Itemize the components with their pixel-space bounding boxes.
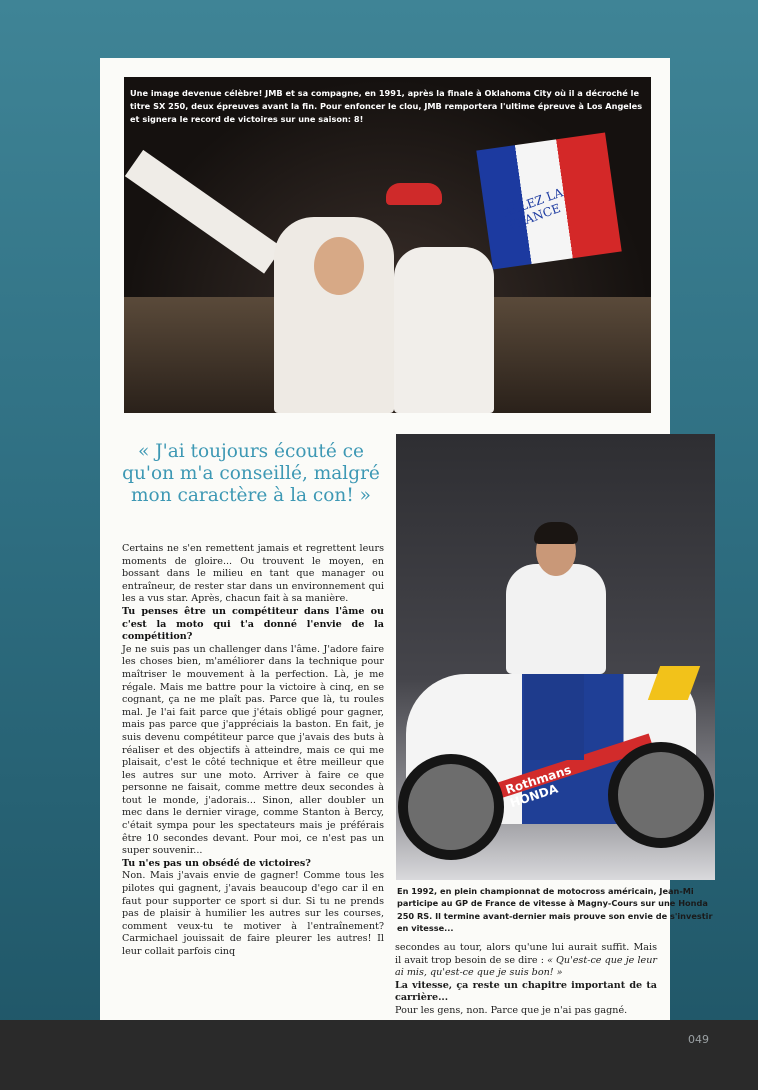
- rider-legs: [524, 670, 584, 760]
- honda-photo: [396, 434, 715, 880]
- continued-text: secondes au tour, alors qu'une lui aurait suffit. Mais il avait trop besoin de se dire :: [395, 942, 657, 966]
- right-photo-caption: En 1992, en plein championnat de motocross américain, Jean-Mi participe au GP de France de vitesse à Magny-Cours sur une Honda 250 RS. Il termine avant-dernier mais prouve son envie de s'investir en vitesse...: [397, 886, 713, 934]
- bike-tail: [648, 666, 700, 700]
- bike-livery-text: Rothmans HONDA: [503, 762, 573, 811]
- question-speed: La vitesse, ça reste un chapitre important de ta carrière...: [395, 979, 657, 1004]
- right-column-text: [395, 942, 657, 1018]
- rear-wheel: [608, 742, 714, 848]
- pull-quote: « J'ai toujours écouté ce qu'on m'a conseillé, malgré mon caractère à la con! »: [122, 441, 380, 506]
- rider-hair: [534, 522, 578, 544]
- front-wheel: [398, 754, 504, 860]
- answer-speed: Pour les gens, non. Parce que je n'ai pas gagné.: [395, 1004, 628, 1016]
- top-photo-caption: Une image devenue célèbre! JMB et sa compagne, en 1991, après la finale à Oklahoma City où il a décroché le titre SX 250, deux épreuves avant la fin. Pour enfoncer le clou, JMB remportera l'ultime épreuve à Los Angeles et signera le record de victoires sur une saison: 8!: [130, 88, 643, 124]
- article-body: [122, 543, 384, 959]
- bottom-band: [0, 1020, 758, 1090]
- answer-competitor: Je ne suis pas un challenger dans l'âme. J'adore faire les choses bien, m'améliorer dans la technique pour maîtriser le mouvement à la perfection. Là, je me régale. Mais me battre pour la victoire à cinq, en se cognant, ça ne me plaît pas. Parce que là, tu roules mal. Je l'ai fait parce que j'étais obligé pour gagner, mais pas parce que j'appréciais la baston. En fait, je suis devenu compétiteur parce que j'avais des buts à réaliser et des objectifs à atteindre, mais ce qui me plaisait, c'est le côté technique et être meilleur que les autres sur une moto. Arriver à faire ce que personne ne faisait, comme mettre deux secondes à tout le monde, j'adorais... Sinon, aller doubler un mec dans le dernier virage, comme Stanton à Bercy, c'était sympa pour les spectateurs mais je préférais être 10 secondes devant. Pour moi, ce n'est pas un super souvenir...: [122, 643, 384, 857]
- flag-text: ALLEZ LA FRANCE: [501, 185, 565, 233]
- question-victories: Tu n'es pas un obsédé de victoires?: [122, 857, 311, 869]
- intro-paragraph: Certains ne s'en remettent jamais et regrettent leurs moments de gloire... Ou trouvent le moyen, en bossant dans le milieu en tant que manager ou entraîneur, de rester star dans un environnement qui les a vus star. Après, chacun fait à sa manière.: [122, 543, 384, 605]
- italic-quote: « Qu'est-ce que je leur ai mis, qu'est-ce que je suis bon! »: [395, 954, 657, 979]
- rider-head: [314, 237, 364, 295]
- continued-paragraph: [395, 942, 657, 980]
- question-competitor: Tu penses être un compétiteur dans l'âme ou c'est la moto qui t'a donné l'envie de la compétition?: [122, 605, 384, 643]
- answer-victories: Non. Mais j'avais envie de gagner! Comme tous les pilotes qui gagnent, j'avais beaucoup d'ego car il en faut pour supporter ce sport si dur. Si tu ne prends pas de plaisir à humilier les autres sur les courses, comment veux-tu te motiver à l'entraînement? Carmichael jouissait de faire pleurer les autres! Il leur collait parfois cinq: [122, 870, 384, 957]
- red-cap: [386, 183, 442, 205]
- raised-arm: [125, 150, 283, 274]
- page-number: 049: [688, 1033, 709, 1046]
- celebration-photo: [124, 77, 651, 413]
- rider-shirt: [506, 564, 606, 674]
- companion-figure: [394, 247, 494, 413]
